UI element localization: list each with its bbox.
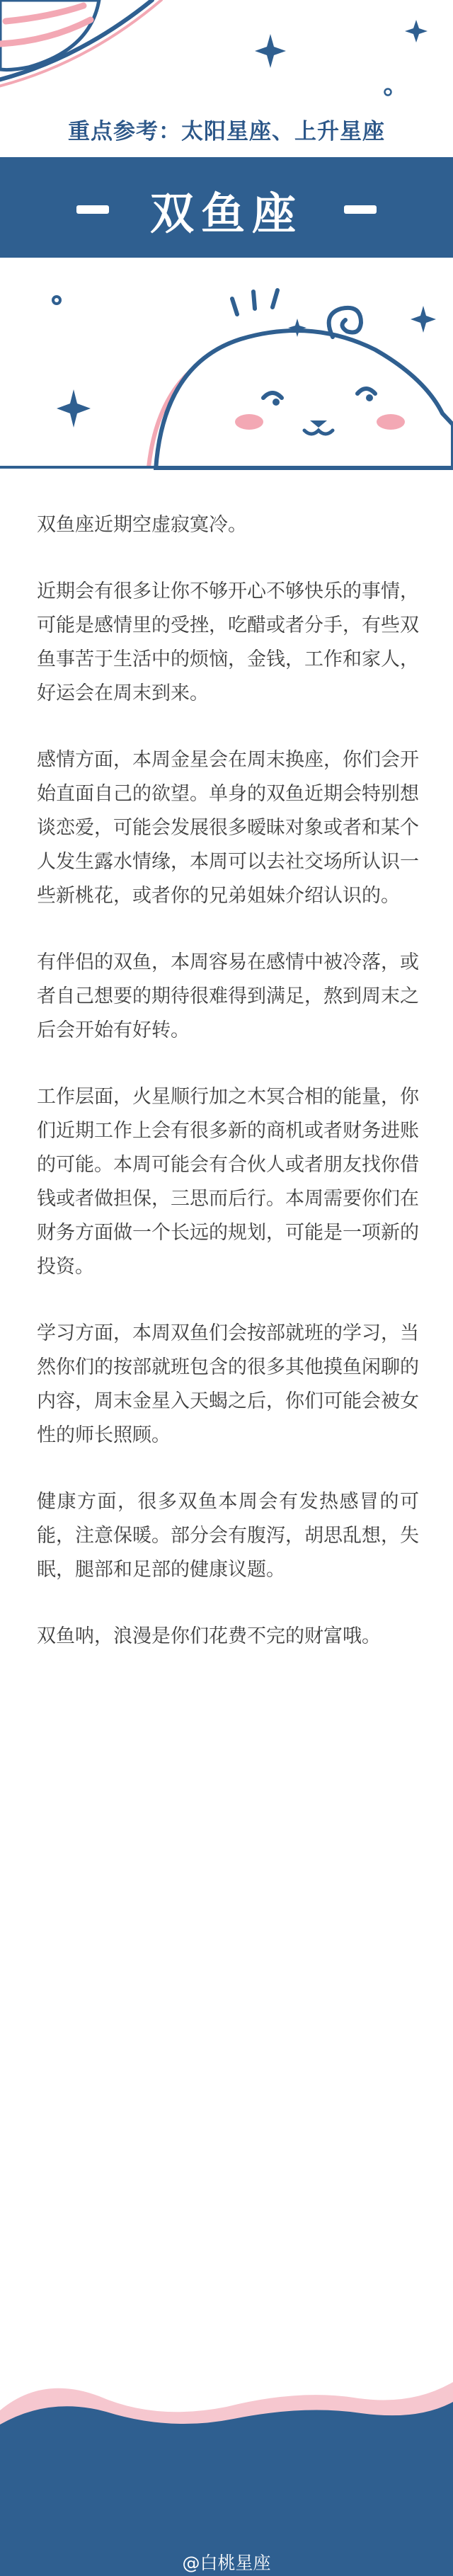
page-title: 双鱼座 <box>149 188 303 239</box>
article-paragraph: 学习方面，本周双鱼们会按部就班的学习，当然你们的按部就班包含的很多其他摸鱼闲聊的内容，周末金星入天蝎之后，你们可能会被女性的师长照顾。 <box>37 1322 419 1446</box>
dot-icon <box>385 89 391 96</box>
mascot-icon <box>149 290 453 470</box>
planet-icon <box>0 0 161 88</box>
star-icon <box>255 34 286 68</box>
article-paragraph: 双鱼座近期空虚寂寞冷。 <box>37 514 247 536</box>
article-paragraph: 健康方面，很多双鱼本周会有发热感冒的可能，注意保暖。部分会有腹泻，胡思乱想，失眠，腿部和足部的健康议题。 <box>37 1491 419 1581</box>
star-icon <box>57 389 91 428</box>
mascot-decoration <box>0 258 453 470</box>
right-dash-icon <box>344 205 377 214</box>
article-paragraph: 近期会有很多让你不够开心不够快乐的事情，可能是感情里的受挫，吃醋或者分手，有些双鱼事苦于生活中的烦恼，金钱，工作和家人，好运会在周末到来。 <box>37 580 419 704</box>
title-banner <box>0 157 453 258</box>
footer-credit: @白桃星座 <box>182 2553 271 2573</box>
footer-wave <box>0 2368 453 2576</box>
subtitle: 重点参考：太阳星座、上升星座 <box>68 119 385 144</box>
article-paragraph: 有伴侣的双鱼，本周容易在感情中被冷落，或者自己想要的期待很难得到满足，熬到周末之后会开始有好转。 <box>37 951 419 1041</box>
article-paragraph: 工作层面，火星顺行加之木冥合相的能量，你们近期工作上会有很多新的商机或者财务进账的可能。本周可能会有合伙人或者朋友找你借钱或者做担保，三思而后行。本周需要你们在财务方面做一个长远的规划，可能是一项新的投资。 <box>37 1086 419 1278</box>
star-icon <box>405 20 428 42</box>
article-body <box>37 508 419 1686</box>
star-icon <box>411 306 436 333</box>
planet-decoration <box>0 0 453 113</box>
article-paragraph: 感情方面，本周金星会在周末换座，你们会开始直面自己的欲望。单身的双鱼近期会特别想谈恋爱，可能会发展很多暧昧对象或者和某个人发生露水情缘，本周可以去社交场所认识一些新桃花，或者你的兄弟姐妹介绍认识的。 <box>37 749 419 907</box>
article-paragraph: 双鱼呐，浪漫是你们花费不完的财富哦。 <box>37 1625 381 1647</box>
dot-icon <box>55 298 59 302</box>
